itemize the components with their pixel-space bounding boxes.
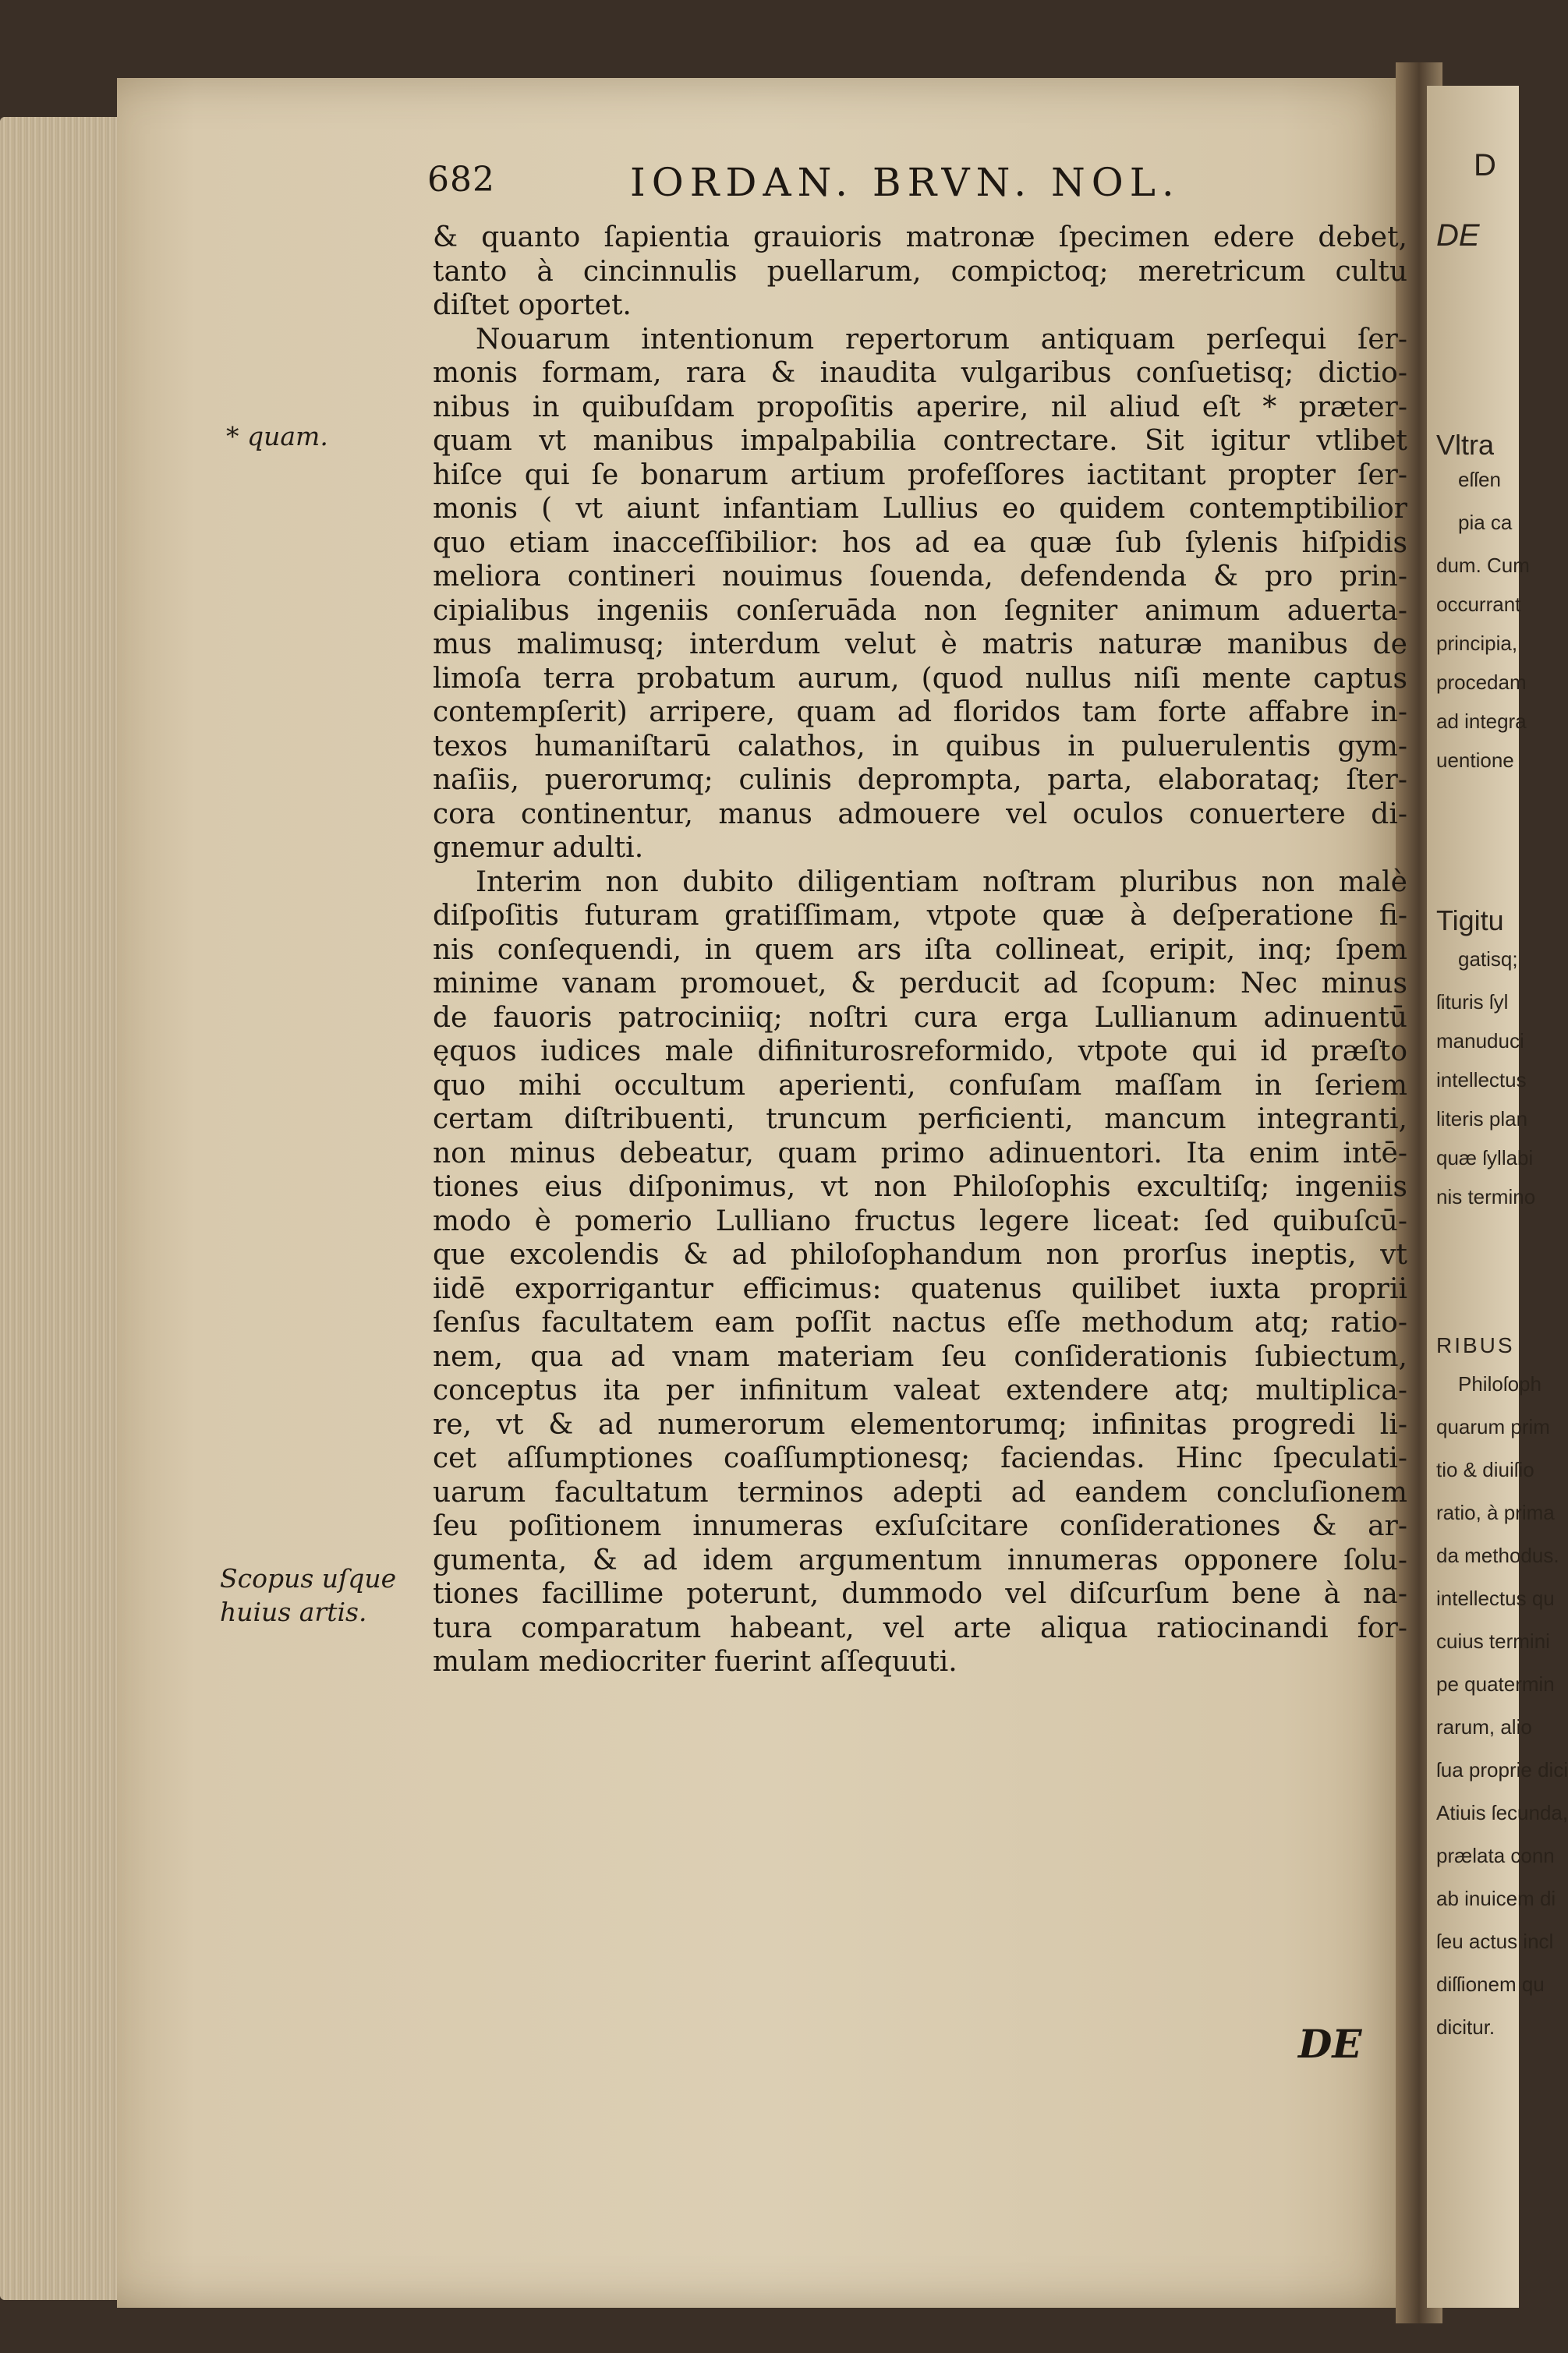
facing-fragment: dum. Cum: [1436, 554, 1530, 577]
facing-fragment: principia,: [1436, 632, 1518, 655]
text-line: modo è pomerio Lulliano fructus legere liceat: ſed quibuſcū-: [433, 1205, 1407, 1237]
facing-fragment: intellectus qu: [1436, 1587, 1555, 1610]
margin-note-scopus-line-1: Scopus uſque: [220, 1563, 397, 1594]
facing-fragment: quæ ſyllabi: [1436, 1146, 1534, 1169]
facing-fragment: intellectus: [1436, 1068, 1527, 1092]
facing-fragment: da methodus.: [1436, 1544, 1559, 1567]
facing-fragment: gatisq;: [1458, 947, 1518, 971]
text-line: naſiis, puerorumq; culinis deprompta, parta, elaborataq; ſter-: [433, 764, 1407, 796]
facing-fragment: occurrant: [1436, 593, 1521, 616]
text-line: de fauoris patrociniiq; noſtri cura erga Lullianum adinuentū: [433, 1001, 1407, 1034]
text-line: monis ( vt aiunt infantiam Lullius eo quidem contemptibilior: [433, 493, 1407, 525]
text-line: ſenſus facultatem eam poſſit nactus eſſe methodum atq; ratio-: [433, 1307, 1407, 1339]
text-line: texos humaniſtarū calathos, in quibus in puluerulentis gym-: [433, 730, 1407, 763]
text-line: limoſa terra probatum aurum, (quod nullus niſi mente captus: [433, 662, 1407, 695]
facing-fragment: ſituris ſyl: [1436, 990, 1509, 1014]
facing-fragment: diſſionem qu: [1436, 1973, 1545, 1996]
facing-fragment: uentione: [1436, 748, 1514, 772]
margin-note-quam: * quam.: [226, 421, 328, 451]
text-line: minime vanam promouet, & perducit ad ſcopum: Nec minus: [433, 968, 1407, 1000]
facing-fragment: procedam: [1436, 671, 1527, 694]
page-number: 682: [427, 160, 495, 200]
facing-fragment: dicitur.: [1436, 2015, 1495, 2039]
text-line: monis formam, rara & inaudita vulgaribus conſuetisq; dictio-: [433, 357, 1407, 389]
text-line: tiones facillime poterunt, dummodo vel diſcurſum bene à na-: [433, 1578, 1407, 1610]
running-title: IORDAN. BRVN. NOL.: [630, 160, 1180, 205]
text-line: diſtet oportet.: [433, 289, 632, 321]
text-line: conceptus ita per infinitum valeat extendere atq; multiplica-: [433, 1375, 1407, 1406]
text-line: gnemur adulti.: [433, 832, 644, 864]
text-line: hiſce qui ſe bonarum artium profeſſores iactitant propter ſer-: [433, 458, 1407, 491]
text-line: certam diſtribuenti, truncum perficienti, mancum integranti,: [433, 1103, 1407, 1135]
text-line: ſeu poſitionem innumeras exſuſcitare conſiderationes & ar-: [433, 1510, 1407, 1542]
facing-fragment: literis plan: [1436, 1107, 1528, 1131]
text-line: uarum facultatum terminos adepti ad eandem concluſionem: [433, 1476, 1407, 1509]
facing-fragment: RIBUS: [1436, 1333, 1515, 1357]
text-line: mus malimusq; interdum velut è matris naturæ manibus de: [433, 628, 1407, 660]
text-line: mulam mediocriter fuerint aſſequuti.: [433, 1646, 957, 1678]
text-line: quo etiam inacceſſibilior: hos ad ea quæ ſub ſylenis hiſpidis: [433, 526, 1407, 559]
text-line: cora continentur, manus admouere vel oculos conuertere di-: [433, 798, 1407, 830]
facing-fragment: D: [1474, 148, 1496, 182]
book-page-edges: [0, 117, 117, 2300]
text-line: tanto à cincinnulis puellarum, compictoq; meretricum cultu: [433, 255, 1407, 288]
facing-fragment: Tigitu: [1436, 904, 1504, 936]
text-line: meliora contineri nouimus ſouenda, defendenda & pro prin-: [433, 561, 1407, 593]
facing-fragment: Vltra: [1436, 429, 1495, 461]
facing-fragment: prælata conn: [1436, 1844, 1555, 1867]
text-line: cet aſſumptiones coaſſumptionesq; faciendas. Hinc ſpeculati-: [433, 1442, 1407, 1474]
text-line: Interim non dubito diligentiam noſtram pluribus non malè: [476, 865, 1407, 898]
margin-note-scopus-line-2: huius artis.: [220, 1597, 367, 1627]
text-line: tiones eius diſponimus, vt non Philoſophis excultiſq; ingeniis: [433, 1171, 1407, 1203]
facing-fragment: manuduci: [1436, 1029, 1524, 1053]
facing-fragment: ab inuicem di: [1436, 1887, 1556, 1910]
facing-fragment: ſeu actus incl: [1436, 1930, 1554, 1953]
text-line: ęquos iudices male difiniturosreformido, vtpote qui id præſto: [433, 1035, 1407, 1067]
text-line: Nouarum intentionum repertorum antiquam perſequi ſer-: [476, 323, 1407, 356]
text-line: que excolendis & ad philoſophandum non prorſus ineptis, vt: [433, 1239, 1407, 1271]
facing-fragment: pe quatermin: [1436, 1672, 1555, 1696]
body-text: [433, 221, 1407, 1679]
facing-fragment: nis termino: [1436, 1185, 1536, 1208]
facing-fragment: ſua proprie dici: [1436, 1758, 1568, 1782]
facing-fragment: quarum prim: [1436, 1415, 1550, 1438]
text-line: & quanto ſapientia grauioris matronæ ſpecimen edere debet,: [433, 221, 1407, 253]
text-line: tura comparatum habeant, vel arte aliqua ratiocinandi for-: [433, 1612, 1407, 1644]
facing-fragment: DE: [1436, 218, 1480, 253]
facing-fragment: Philoſoph: [1458, 1372, 1541, 1396]
facing-fragment: Atiuis ſecunda,: [1436, 1801, 1568, 1824]
text-line: cipialibus ingeniis conſeruāda non ſegniter animum aduerta-: [433, 594, 1407, 627]
catchword: DE: [1298, 2021, 1362, 2067]
text-line: quam vt manibus impalpabilia contrectare. Sit igitur vtlibet: [433, 425, 1407, 457]
text-line: gumenta, & ad idem argumentum innumeras opponere ſolu-: [433, 1544, 1407, 1576]
text-line: nis conſequendi, in quem ars iſta collineat, eripit, inq; ſpem: [433, 933, 1407, 966]
text-line: nibus in quibuſdam propoſitis aperire, nil aliud eſt * præter-: [433, 391, 1407, 423]
text-line: re, vt & ad numerorum elementorumq; infinitas progredi li-: [433, 1408, 1407, 1441]
text-line: quo mihi occultum aperienti, confuſam maſſam in ſeriem: [433, 1069, 1407, 1102]
text-line: diſpoſitis futuram gratiſſimam, vtpote quæ à deſperatione fi-: [433, 900, 1407, 932]
text-line: contempſerit) arripere, quam ad floridos tam forte affabre in-: [433, 696, 1407, 728]
facing-fragment: tio & diuiſio: [1436, 1458, 1534, 1481]
facing-fragment: eſſen: [1458, 468, 1501, 491]
facing-fragment: pia ca: [1458, 511, 1513, 534]
facing-page: [1427, 86, 1568, 2308]
facing-fragment: ad integra: [1436, 709, 1527, 733]
facing-fragment: rarum, alio: [1436, 1715, 1532, 1739]
facing-fragment: ratio, à prima: [1436, 1501, 1555, 1524]
running-header: [0, 160, 1519, 207]
text-line: iidē exporrigantur efficimus: quatenus quilibet iuxta proprii: [433, 1272, 1407, 1305]
text-line: non minus debeatur, quam primo adinuentori. Ita enim intē-: [433, 1137, 1407, 1169]
facing-fragment: cuius termini: [1436, 1629, 1550, 1653]
text-line: nem, qua ad vnam materiam ſeu conſiderationis ſubiectum,: [433, 1340, 1407, 1373]
